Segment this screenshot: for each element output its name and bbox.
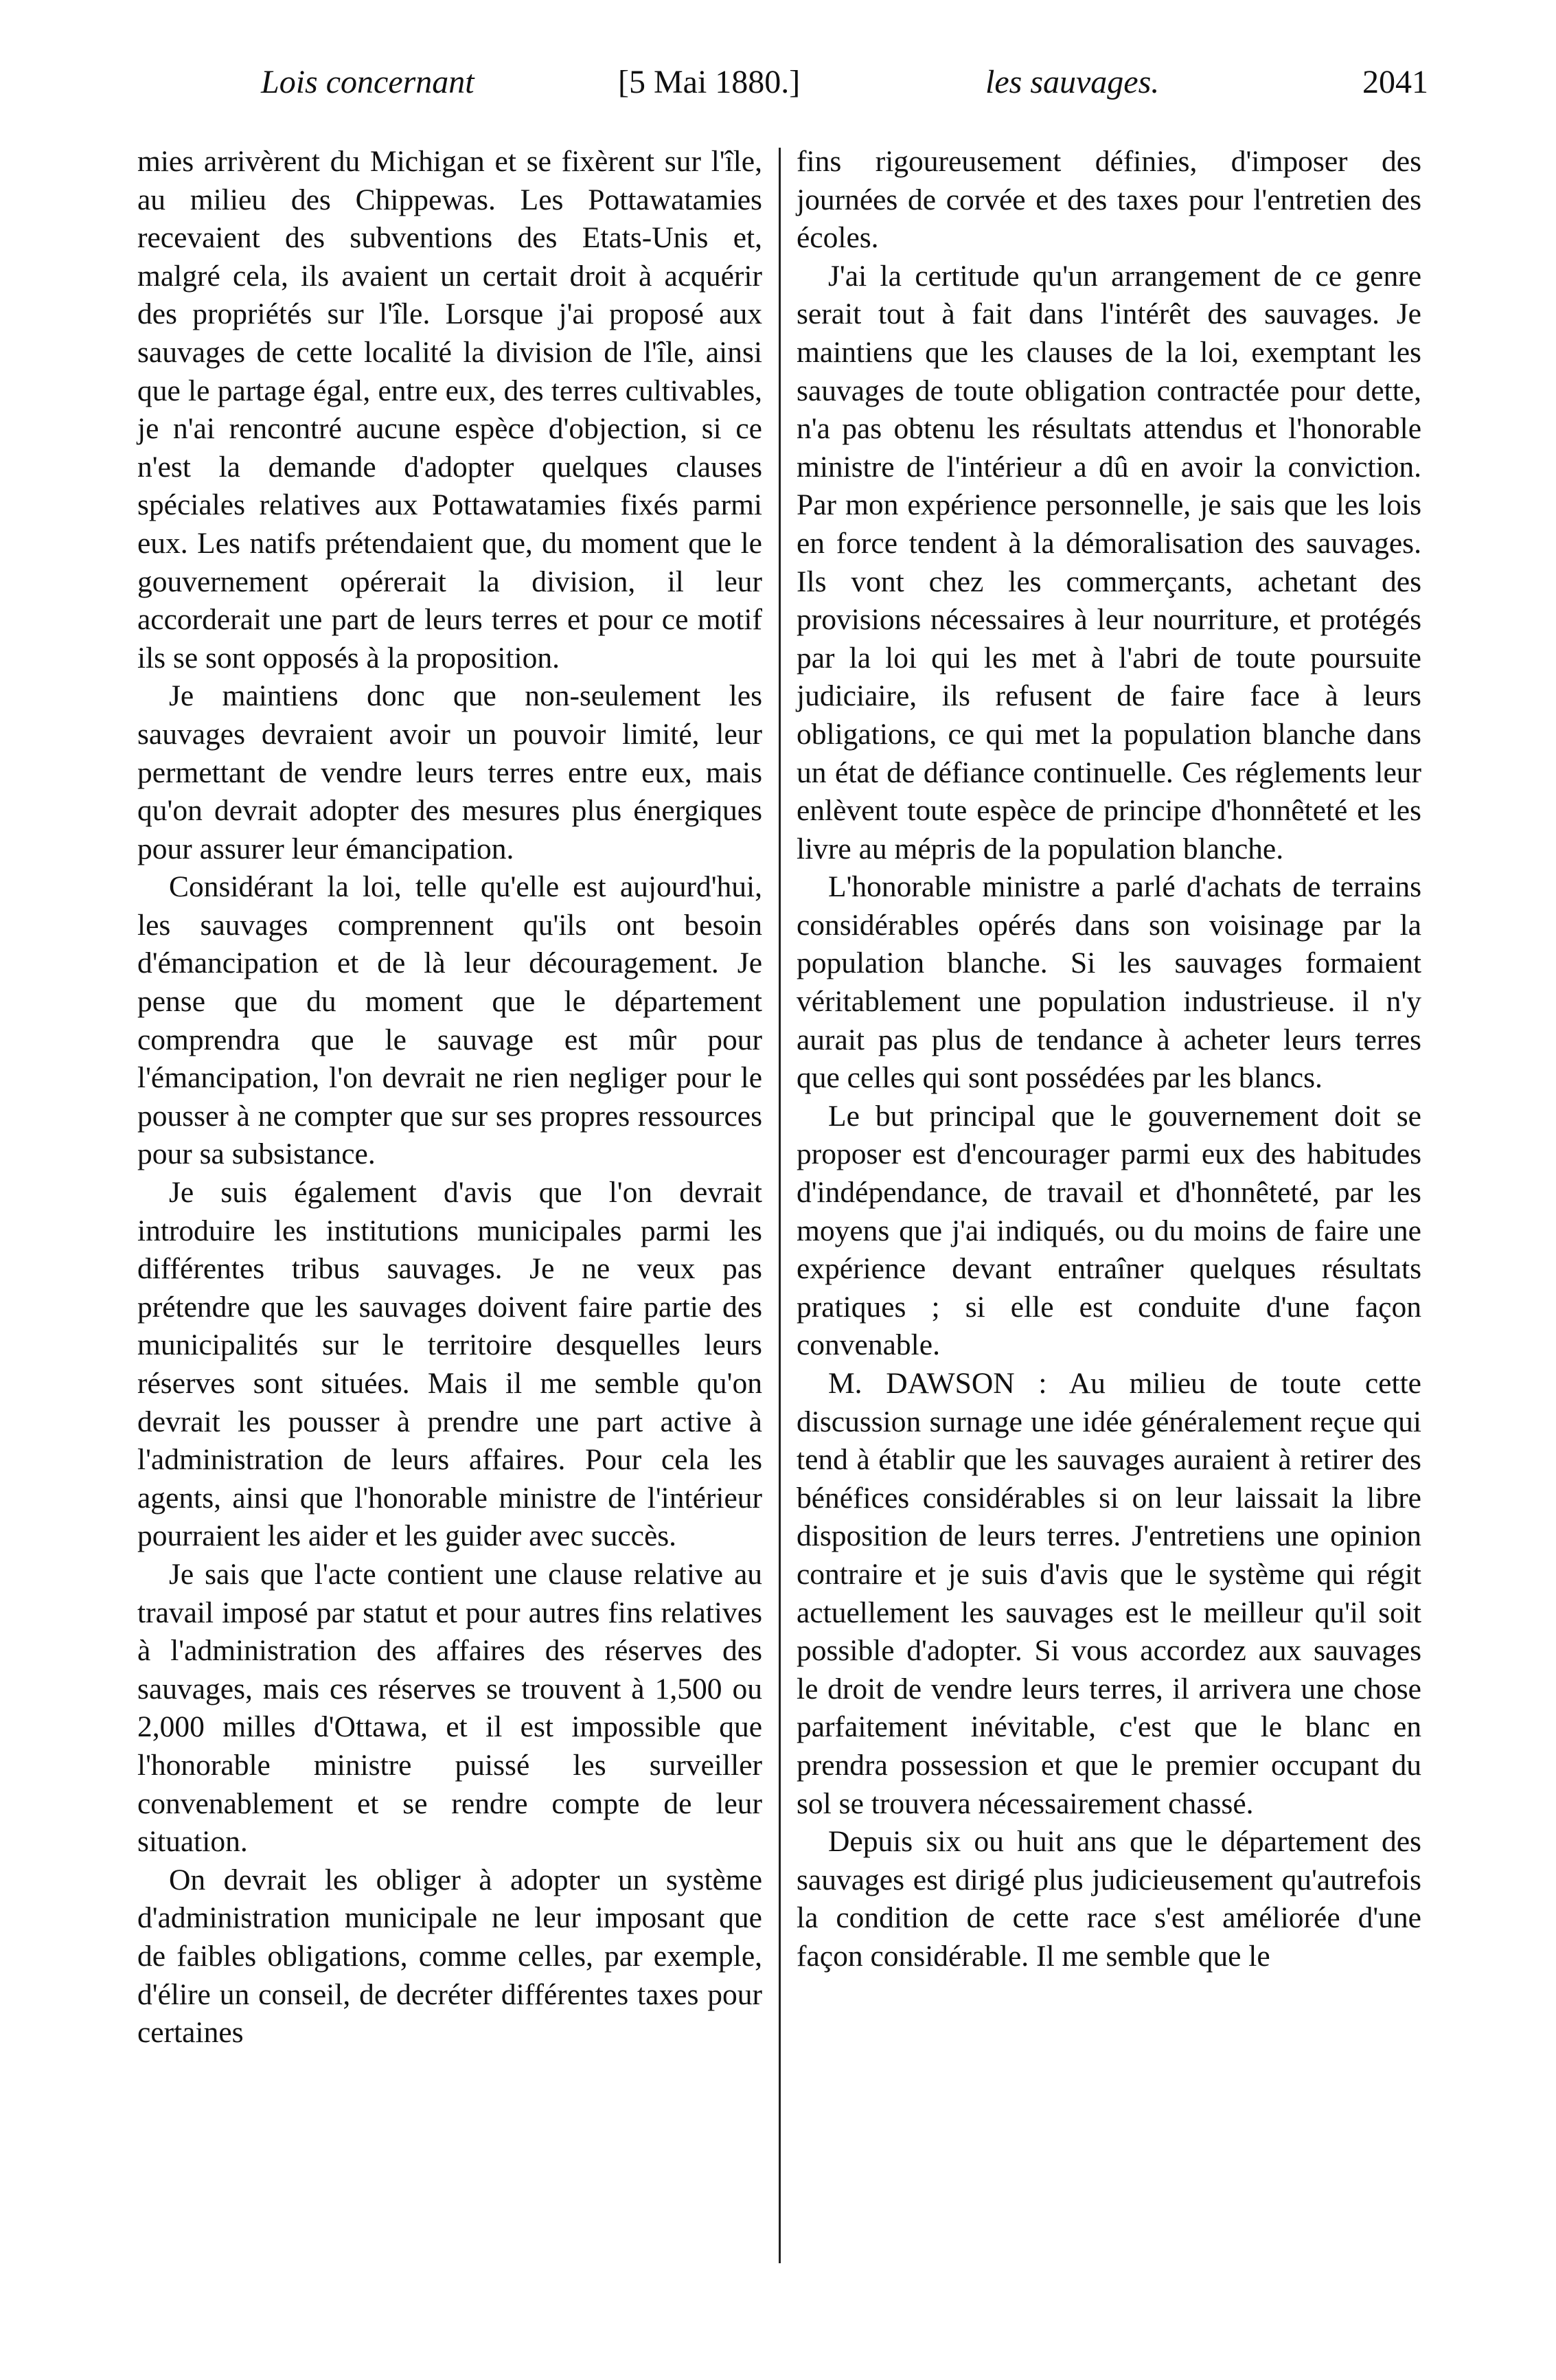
page-number: 2041 [1362,64,1428,100]
paragraph: mies arrivèrent du Michigan et se fixèrent sur l'île, au milieu des Chippewas. Les Pottawatamies recevaient des subventions des Etats-Unis et, malgré cela, ils avaient un certait droit à acquérir des propriétés sur l'île. Lorsque j'ai proposé aux sauvages de cette localité la division de l'île, ainsi que le partage égal, entre eux, des terres cultivables, je n'ai rencontré aucune espèce d'objection, si ce n'est la demande d'adopter quelques clauses spéciales relatives aux Pottawatamies fixés parmi eux. Les natifs prétendaient que, du moment que le gouvernement opérerait la division, il leur accorderait une part de leurs terres et pour ce motif ils se sont opposés à la proposition. [137,145,762,675]
paragraph: L'honorable ministre a parlé d'achats de terrains considérables opérés dans son voisinage par la population blanche. Si les sauvages formaient véritablement une population industrieuse. il n'y aurait pas plus de tendance à acheter leurs terres que celles qui sont possédées par les blancs. [797,870,1421,1095]
header-date: [5 Mai 1880.] [618,64,801,100]
paragraph: On devrait les obliger à adopter un système d'administration municipale ne leur imposant que de faibles obligations, comme celles, par exemple, d'élire un conseil, de decréter différentes taxes pour certaines [137,1863,762,2050]
paragraph: Je sais que l'acte contient une clause relative au travail imposé par statut et pour autres fins relatives à l'administration des affaires des réserves des sauvages, mais ces réserves se trouvent à 1,500 ou 2,000 milles d'Ottawa, et il est impossible que l'honorable ministre puissé les surveiller convenablement et se rendre compte de leur situation. [137,1557,762,1859]
header-title-left: Lois concernant [261,64,474,100]
speaker-text: Au milieu de toute cette discussion surnage une idée généralement reçue qui tend à établir que les sauvages auraient à retirer des bénéfices considérables si on leur laissait la libre disposition de leurs terres. J'entretiens une opinion contraire et je suis d'avis que le système qui régit actuellement les sauvages est le meilleur qu'il soit possible d'adopter. Si vous accordez aux sauvages le droit de vendre leurs terres, il arrivera une chose parfaitement inévitable, c'est que le blanc en prendra possession et que le premier occupant du sol se trouvera nécessairement chassé. [797,1367,1421,1820]
paragraph: Le but principal que le gouvernement doit se proposer est d'encourager parmi eux des habitudes d'indépendance, de travail et d'honnêteté, par les moyens que j'ai indiqués, ou du moins de faire une expérience devant entraîner quelques résultats pratiques ; si elle est conduite d'une façon convenable. [797,1099,1421,1362]
paragraph: Depuis six ou huit ans que le département des sauvages est dirigé plus judicieusement qu'autrefois la condition de cette race s'est améliorée d'une façon considérable. Il me semble que le [797,1825,1421,1973]
speaker-name: M. DAWSON : [828,1367,1047,1400]
speaker-paragraph [797,1365,1421,1823]
running-header [137,63,1428,125]
left-column [137,143,762,2052]
header-title-right: les sauvages. [985,64,1160,100]
paragraph: Je maintiens donc que non-seulement les sauvages devraient avoir un pouvoir limité, leur permettant de vendre leurs terres entre eux, mais qu'on devrait adopter des mesures plus énergiques pour assurer leur émancipation. [137,679,762,865]
paragraph: fins rigoureusement définies, d'imposer des journées de corvée et des taxes pour l'entretien des écoles. [797,145,1421,255]
column-divider [779,148,781,2263]
paragraph: Considérant la loi, telle qu'elle est aujourd'hui, les sauvages comprennent qu'ils ont besoin d'émancipation et de là leur découragement. Je pense que du moment que le département comprendra que le sauvage est mûr pour l'émancipation, l'on devrait ne rien negliger pour le pousser à ne compter que sur ses propres ressources pour sa subsistance. [137,870,762,1171]
right-column [797,143,1421,1976]
paragraph: J'ai la certitude qu'un arrangement de ce genre serait tout à fait dans l'intérêt des sauvages. Je maintiens que les clauses de la loi, exemptant les sauvages de toute obligation contractée pour dette, n'a pas obtenu les résultats attendus et l'honorable ministre de l'intérieur a dû en avoir la conviction. Par mon expérience personnelle, je sais que les lois en force tendent à la démoralisation des sauvages. Ils vont chez les commerçants, achetant des provisions nécessaires à leur nourriture, et protégés par la loi qui les met à l'abri de toute poursuite judiciaire, ils refusent de faire face à leurs obligations, ce qui met la population blanche dans un état de défiance continuelle. Ces réglements leur enlèvent toute espèce de principe d'honnêteté et les livre au mépris de la population blanche. [797,259,1421,865]
paragraph: Je suis également d'avis que l'on devrait introduire les institutions municipales parmi les différentes tribus sauvages. Je ne veux pas prétendre que les sauvages doivent faire partie des municipalités sur le territoire desquelles leurs réserves sont situées. Mais il me semble qu'on devrait les pousser à prendre une part active à l'administration de leurs affaires. Pour cela les agents, ainsi que l'honorable ministre de l'intérieur pourraient les aider et les guider avec succès. [137,1176,762,1553]
